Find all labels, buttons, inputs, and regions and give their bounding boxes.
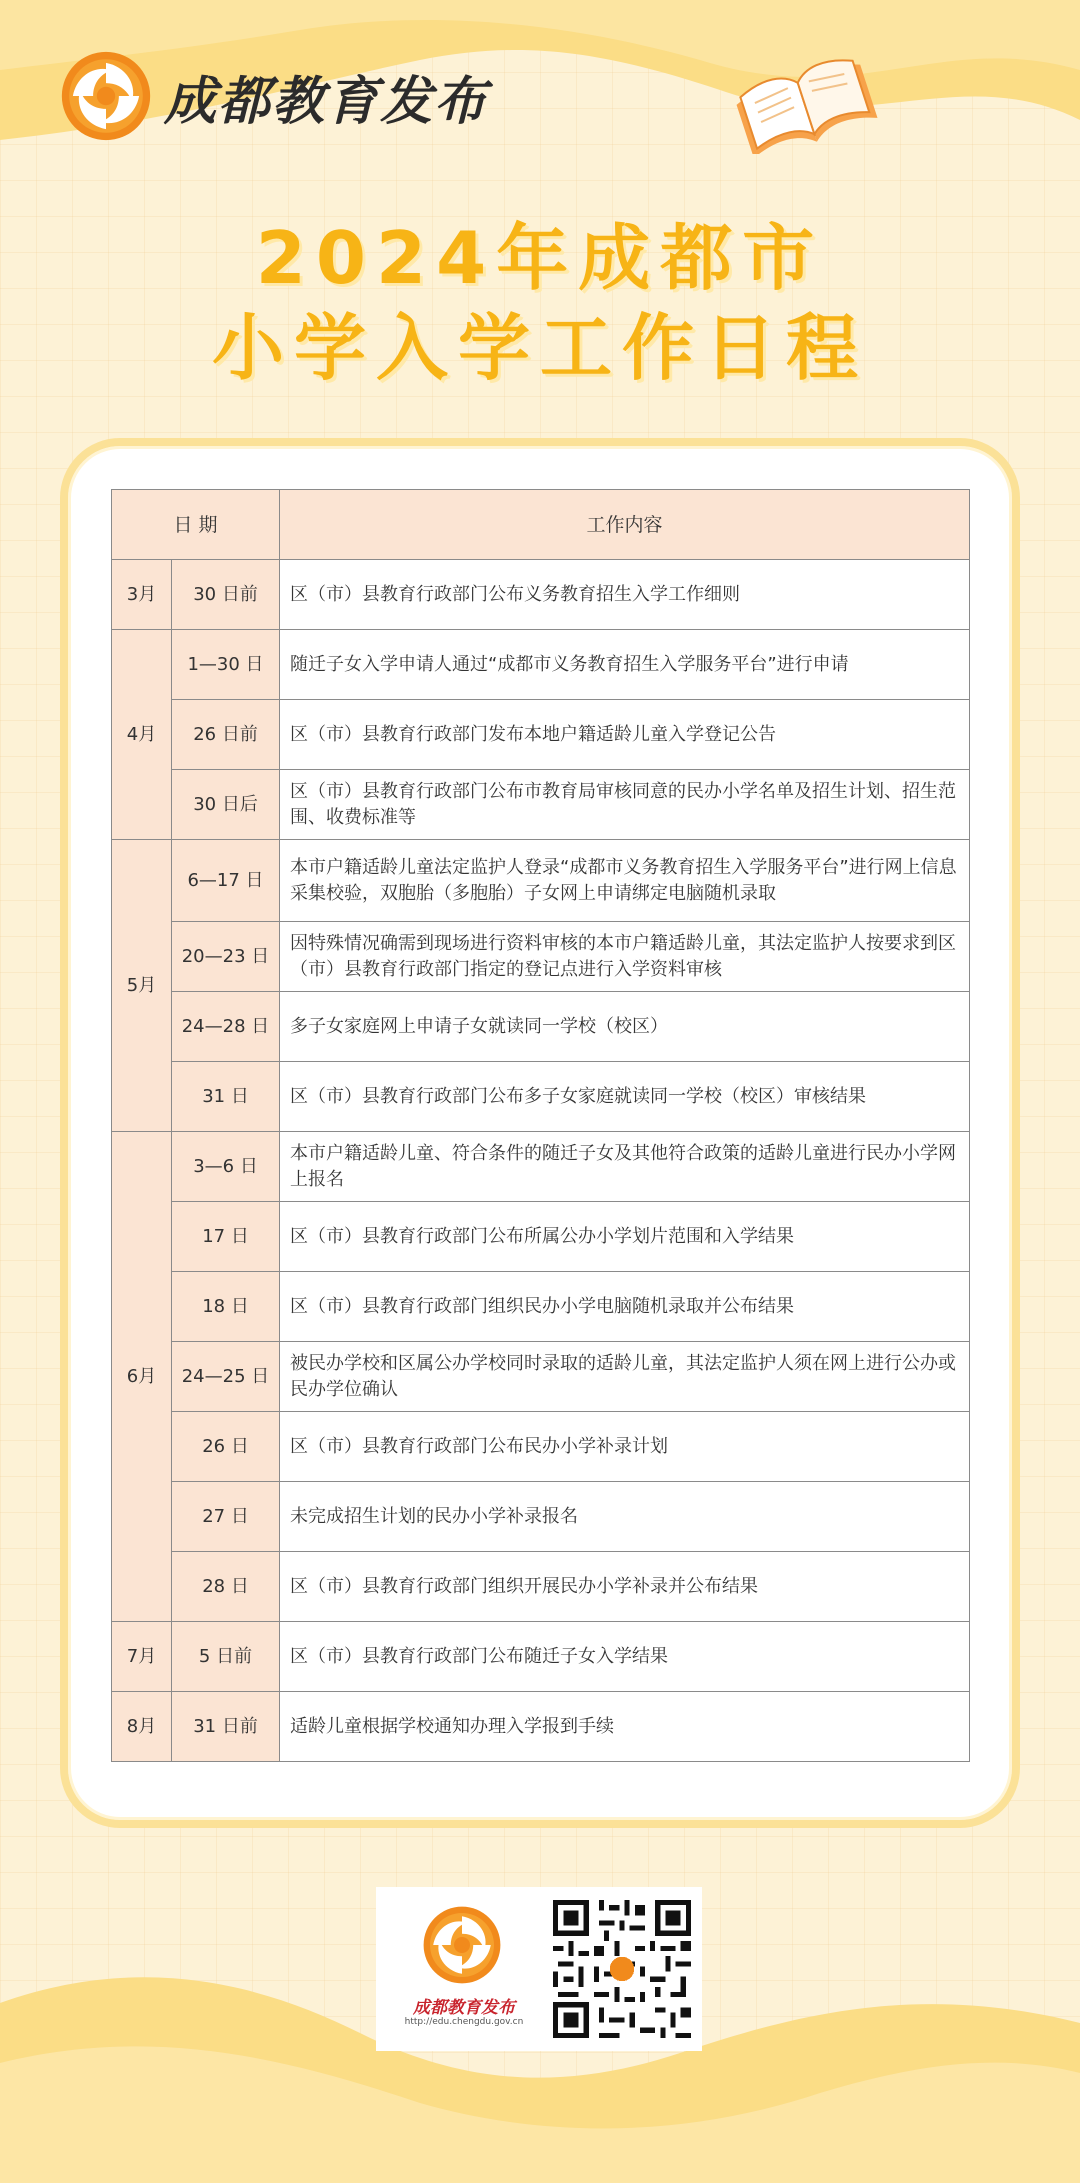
day-cell: 28 日 [172, 1552, 280, 1622]
month-cell: 3月 [112, 560, 172, 630]
day-cell: 31 日 [172, 1062, 280, 1132]
table-row [112, 1552, 970, 1622]
table-row [112, 1622, 970, 1692]
day-cell: 31 日前 [172, 1692, 280, 1762]
table-row [112, 1272, 970, 1342]
brand-logo-icon [422, 1905, 502, 1985]
brand-name: 成都教育发布 [164, 71, 489, 132]
day-cell: 1—30 日 [172, 630, 280, 700]
table-row [112, 700, 970, 770]
content-cell: 区（市）县教育行政部门组织民办小学电脑随机录取并公布结果 [280, 1272, 970, 1342]
table-row [112, 560, 970, 630]
table-row [112, 1132, 970, 1202]
day-cell: 6—17 日 [172, 840, 280, 922]
qr-code-icon[interactable] [548, 1895, 696, 2043]
table-header-row [112, 490, 970, 560]
month-cell: 4月 [112, 630, 172, 840]
footer-url: http://edu.chengdu.gov.cn [404, 2017, 524, 2027]
month-cell: 6月 [112, 1132, 172, 1622]
table-row [112, 840, 970, 922]
month-cell: 5月 [112, 840, 172, 1132]
day-cell: 24—28 日 [172, 992, 280, 1062]
day-cell: 18 日 [172, 1272, 280, 1342]
content-cell: 本市户籍适龄儿童、符合条件的随迁子女及其他符合政策的适龄儿童进行民办小学网上报名 [280, 1132, 970, 1202]
day-cell: 3—6 日 [172, 1132, 280, 1202]
table-row [112, 992, 970, 1062]
day-cell: 5 日前 [172, 1622, 280, 1692]
day-cell: 30 日前 [172, 560, 280, 630]
table-row [112, 1482, 970, 1552]
schedule-table [111, 489, 970, 1762]
content-cell: 随迁子女入学申请人通过“成都市义务教育招生入学服务平台”进行申请 [280, 630, 970, 700]
content-cell: 区（市）县教育行政部门公布所属公办小学划片范围和入学结果 [280, 1202, 970, 1272]
title-line-1: 2024年成都市 [255, 216, 825, 300]
content-cell: 区（市）县教育行政部门公布多子女家庭就读同一学校（校区）审核结果 [280, 1062, 970, 1132]
day-cell: 17 日 [172, 1202, 280, 1272]
open-book-icon [728, 44, 878, 154]
content-cell: 未完成招生计划的民办小学补录报名 [280, 1482, 970, 1552]
title-line-2: 小学入学工作日程 [211, 306, 868, 390]
day-cell: 30 日后 [172, 770, 280, 840]
brand-header [60, 50, 488, 142]
table-row [112, 1202, 970, 1272]
table-row [112, 1342, 970, 1412]
content-cell: 多子女家庭网上申请子女就读同一学校（校区） [280, 992, 970, 1062]
day-cell: 24—25 日 [172, 1342, 280, 1412]
footer-qr-panel [376, 1887, 702, 2051]
month-cell: 8月 [112, 1692, 172, 1762]
content-cell: 被民办学校和区属公办学校同时录取的适龄儿童，其法定监护人须在网上进行公办或民办学位确认 [280, 1342, 970, 1412]
table-row [112, 922, 970, 992]
day-cell: 20—23 日 [172, 922, 280, 992]
day-cell: 27 日 [172, 1482, 280, 1552]
table-row [112, 1062, 970, 1132]
content-cell: 因特殊情况确需到现场进行资料审核的本市户籍适龄儿童，其法定监护人按要求到区（市）县教育行政部门指定的登记点进行入学资料审核 [280, 922, 970, 992]
month-cell: 7月 [112, 1622, 172, 1692]
footer-brand-name: 成都教育发布 [413, 1998, 515, 2018]
table-row [112, 1692, 970, 1762]
content-cell: 区（市）县教育行政部门公布随迁子女入学结果 [280, 1622, 970, 1692]
table-row [112, 770, 970, 840]
brand-logo-icon [60, 50, 152, 142]
content-cell: 区（市）县教育行政部门发布本地户籍适龄儿童入学登记公告 [280, 700, 970, 770]
content-cell: 区（市）县教育行政部门公布民办小学补录计划 [280, 1412, 970, 1482]
content-cell: 本市户籍适龄儿童法定监护人登录“成都市义务教育招生入学服务平台”进行网上信息采集校验，双胞胎（多胞胎）子女网上申请绑定电脑随机录取 [280, 840, 970, 922]
content-cell: 区（市）县教育行政部门公布义务教育招生入学工作细则 [280, 560, 970, 630]
header-content: 工作内容 [280, 490, 970, 560]
day-cell: 26 日 [172, 1412, 280, 1482]
table-row [112, 630, 970, 700]
content-cell: 适龄儿童根据学校通知办理入学报到手续 [280, 1692, 970, 1762]
content-cell: 区（市）县教育行政部门组织开展民办小学补录并公布结果 [280, 1552, 970, 1622]
table-row [112, 1412, 970, 1482]
header-date: 日 期 [112, 490, 280, 560]
content-cell: 区（市）县教育行政部门公布市教育局审核同意的民办小学名单及招生计划、招生范围、收费标准等 [280, 770, 970, 840]
day-cell: 26 日前 [172, 700, 280, 770]
